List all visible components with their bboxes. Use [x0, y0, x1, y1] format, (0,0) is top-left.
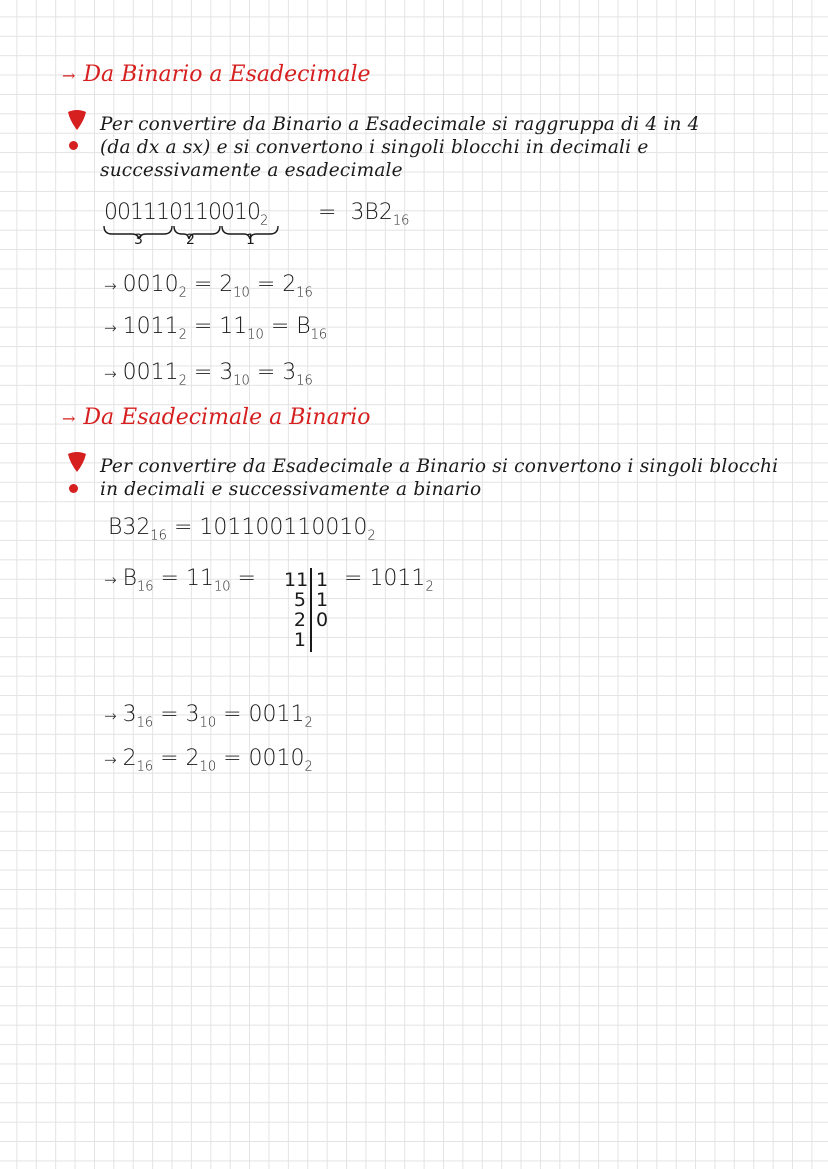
heart-bullet-icon — [66, 109, 88, 131]
binary-group-1: 0010 — [208, 200, 260, 225]
conversion-step-3: → $0011_2 = 3_{10} = 3_{16}$ — [104, 360, 313, 389]
division-quotients: 11 5 2 1 — [284, 569, 309, 651]
brace-label-3: 3 — [134, 232, 143, 248]
base-subscript: 2 — [260, 213, 268, 229]
conversion-step-2: → $1011_2 = 11_{10} = B_{16}$ — [104, 314, 328, 343]
conversion-step-hex-3: → $3_{16} = 3_{10} = 0011_2$ — [104, 702, 313, 731]
division-result: = $1011_2$ — [344, 566, 434, 595]
paragraph-line-2: (da dx a sx) e si convertono i singoli blocchi in decimali e — [100, 137, 649, 158]
arrow-icon: → — [62, 66, 76, 85]
heading-text: Da Esadecimale a Binario — [83, 405, 371, 430]
arrow-icon: → — [104, 365, 117, 383]
division-start: → $B_{16} = 11_{10}$ = — [104, 566, 256, 595]
heading-text: Da Binario a Esadecimale — [83, 62, 371, 87]
paragraph-line-3: successivamente a esadecimale — [100, 160, 403, 181]
dot-bullet-icon — [69, 484, 78, 493]
paragraph-line-2: in decimali e successivamente a binario — [100, 479, 482, 500]
arrow-icon: → — [104, 571, 117, 589]
binary-group-2: 1011 — [156, 200, 208, 225]
arrow-icon: → — [104, 707, 117, 725]
hex-result — [318, 200, 409, 228]
arrow-icon: → — [104, 751, 117, 769]
hex-base-subscript: 16 — [392, 213, 410, 229]
binary-group-3: 0011 — [104, 200, 156, 225]
arrow-icon: → — [104, 277, 117, 295]
arrow-icon: → — [62, 409, 76, 428]
hex-value: 3B2 — [350, 200, 393, 225]
division-remainders: 1 1 0 — [316, 569, 329, 631]
arrow-icon: → — [104, 319, 117, 337]
heart-bullet-icon — [66, 451, 88, 473]
conversion-step-1: → $0010_2 = 2_{10} = 2_{16}$ — [104, 272, 313, 301]
hex-to-binary-example: $B32_{16} = 101100110010_2$ — [108, 515, 376, 544]
paragraph-line-1: Per convertire da Esadecimale a Binario si convertono i singoli blocchi — [100, 456, 779, 477]
group-braces — [102, 224, 292, 240]
brace-label-1: 1 — [246, 232, 255, 248]
dot-bullet-icon — [69, 141, 78, 150]
equals-sign: = — [318, 200, 337, 225]
section-heading-bin-to-hex — [62, 62, 371, 87]
paragraph-line-1: Per convertire da Binario a Esadecimale si raggruppa di 4 in 4 — [100, 114, 700, 135]
conversion-step-hex-2: → $2_{16} = 2_{10} = 0010_2$ — [104, 746, 313, 775]
section-heading-hex-to-bin — [62, 405, 371, 430]
brace-label-2: 2 — [186, 232, 195, 248]
division-bar — [310, 568, 312, 652]
